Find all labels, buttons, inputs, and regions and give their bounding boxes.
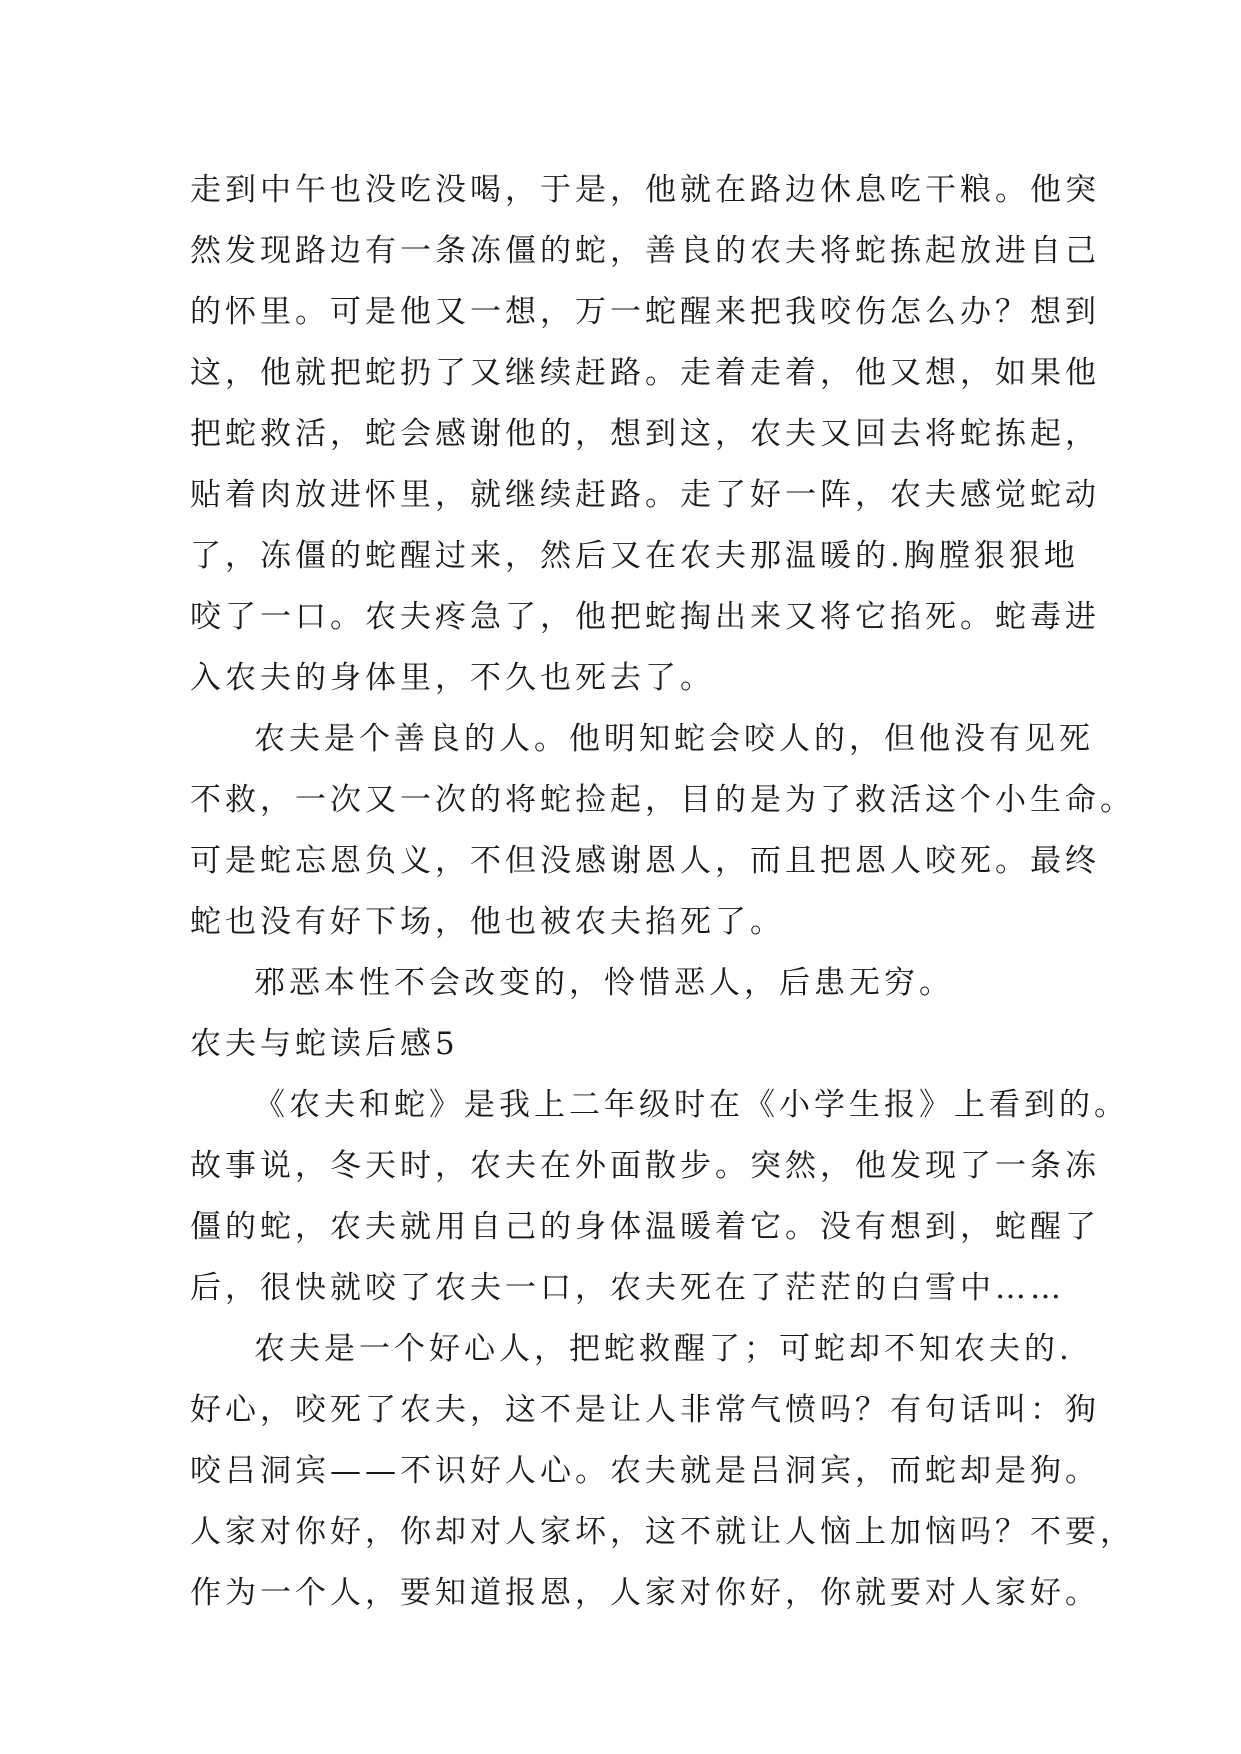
text-line: 《农夫和蛇》是我上二年级时在《小学生报》上看到的。 — [254, 1087, 1129, 1123]
text-line: 故事说，冬天时，农夫在外面散步。突然，他发现了一条冻 — [190, 1148, 1100, 1184]
text-line: 人家对你好，你却对人家坏，这不就让人恼上加恼吗？不要， — [190, 1514, 1135, 1550]
document-body — [190, 160, 1135, 1624]
text-line: 好心，咬死了农夫，这不是让人非常气愤吗？有句话叫：狗 — [190, 1392, 1100, 1428]
text-line: 后，很快就咬了农夫一口，农夫死在了茫茫的白雪中…… — [190, 1270, 1065, 1306]
text-line: 走到中午也没吃没喝，于是，他就在路边休息吃干粮。他突 — [190, 172, 1100, 208]
text-line: 然发现路边有一条冻僵的蛇，善良的农夫将蛇拣起放进自己 — [190, 233, 1100, 269]
text-line: 贴着肉放进怀里，就继续赶路。走了好一阵，农夫感觉蛇动 — [190, 477, 1100, 513]
text-line: 农夫是一个好心人，把蛇救醒了；可蛇却不知农夫的. — [254, 1331, 1073, 1367]
text-line: 农夫是个善良的人。他明知蛇会咬人的，但他没有见死 — [254, 721, 1094, 757]
text-line: 入农夫的身体里，不久也死去了。 — [190, 660, 715, 696]
text-line: 这，他就把蛇扔了又继续赶路。走着走着，他又想，如果他 — [190, 355, 1100, 391]
text-line: 蛇也没有好下场，他也被农夫掐死了。 — [190, 904, 785, 940]
text-line: 咬了一口。农夫疼急了，他把蛇掏出来又将它掐死。蛇毒进 — [190, 599, 1100, 635]
text-line: 了，冻僵的蛇醒过来，然后又在农夫那温暖的.胸膛狠狠地 — [190, 538, 1079, 574]
text-line: 作为一个人，要知道报恩，人家对你好，你就要对人家好。 — [190, 1575, 1100, 1611]
text-line: 农夫与蛇读后感5 — [190, 1026, 459, 1062]
text-line: 咬吕洞宾——不识好人心。农夫就是吕洞宾，而蛇却是狗。 — [190, 1453, 1100, 1489]
text-line: 把蛇救活，蛇会感谢他的，想到这，农夫又回去将蛇拣起， — [190, 416, 1100, 452]
text-line: 的怀里。可是他又一想，万一蛇醒来把我咬伤怎么办？想到 — [190, 294, 1100, 330]
text-line: 不救，一次又一次的将蛇捡起，目的是为了救活这个小生命。 — [190, 782, 1135, 818]
text-line: 邪恶本性不会改变的，怜惜恶人，后患无穷。 — [254, 965, 954, 1001]
text-line: 可是蛇忘恩负义，不但没感谢恩人，而且把恩人咬死。最终 — [190, 843, 1100, 879]
text-line: 僵的蛇，农夫就用自己的身体温暖着它。没有想到，蛇醒了 — [190, 1209, 1100, 1245]
